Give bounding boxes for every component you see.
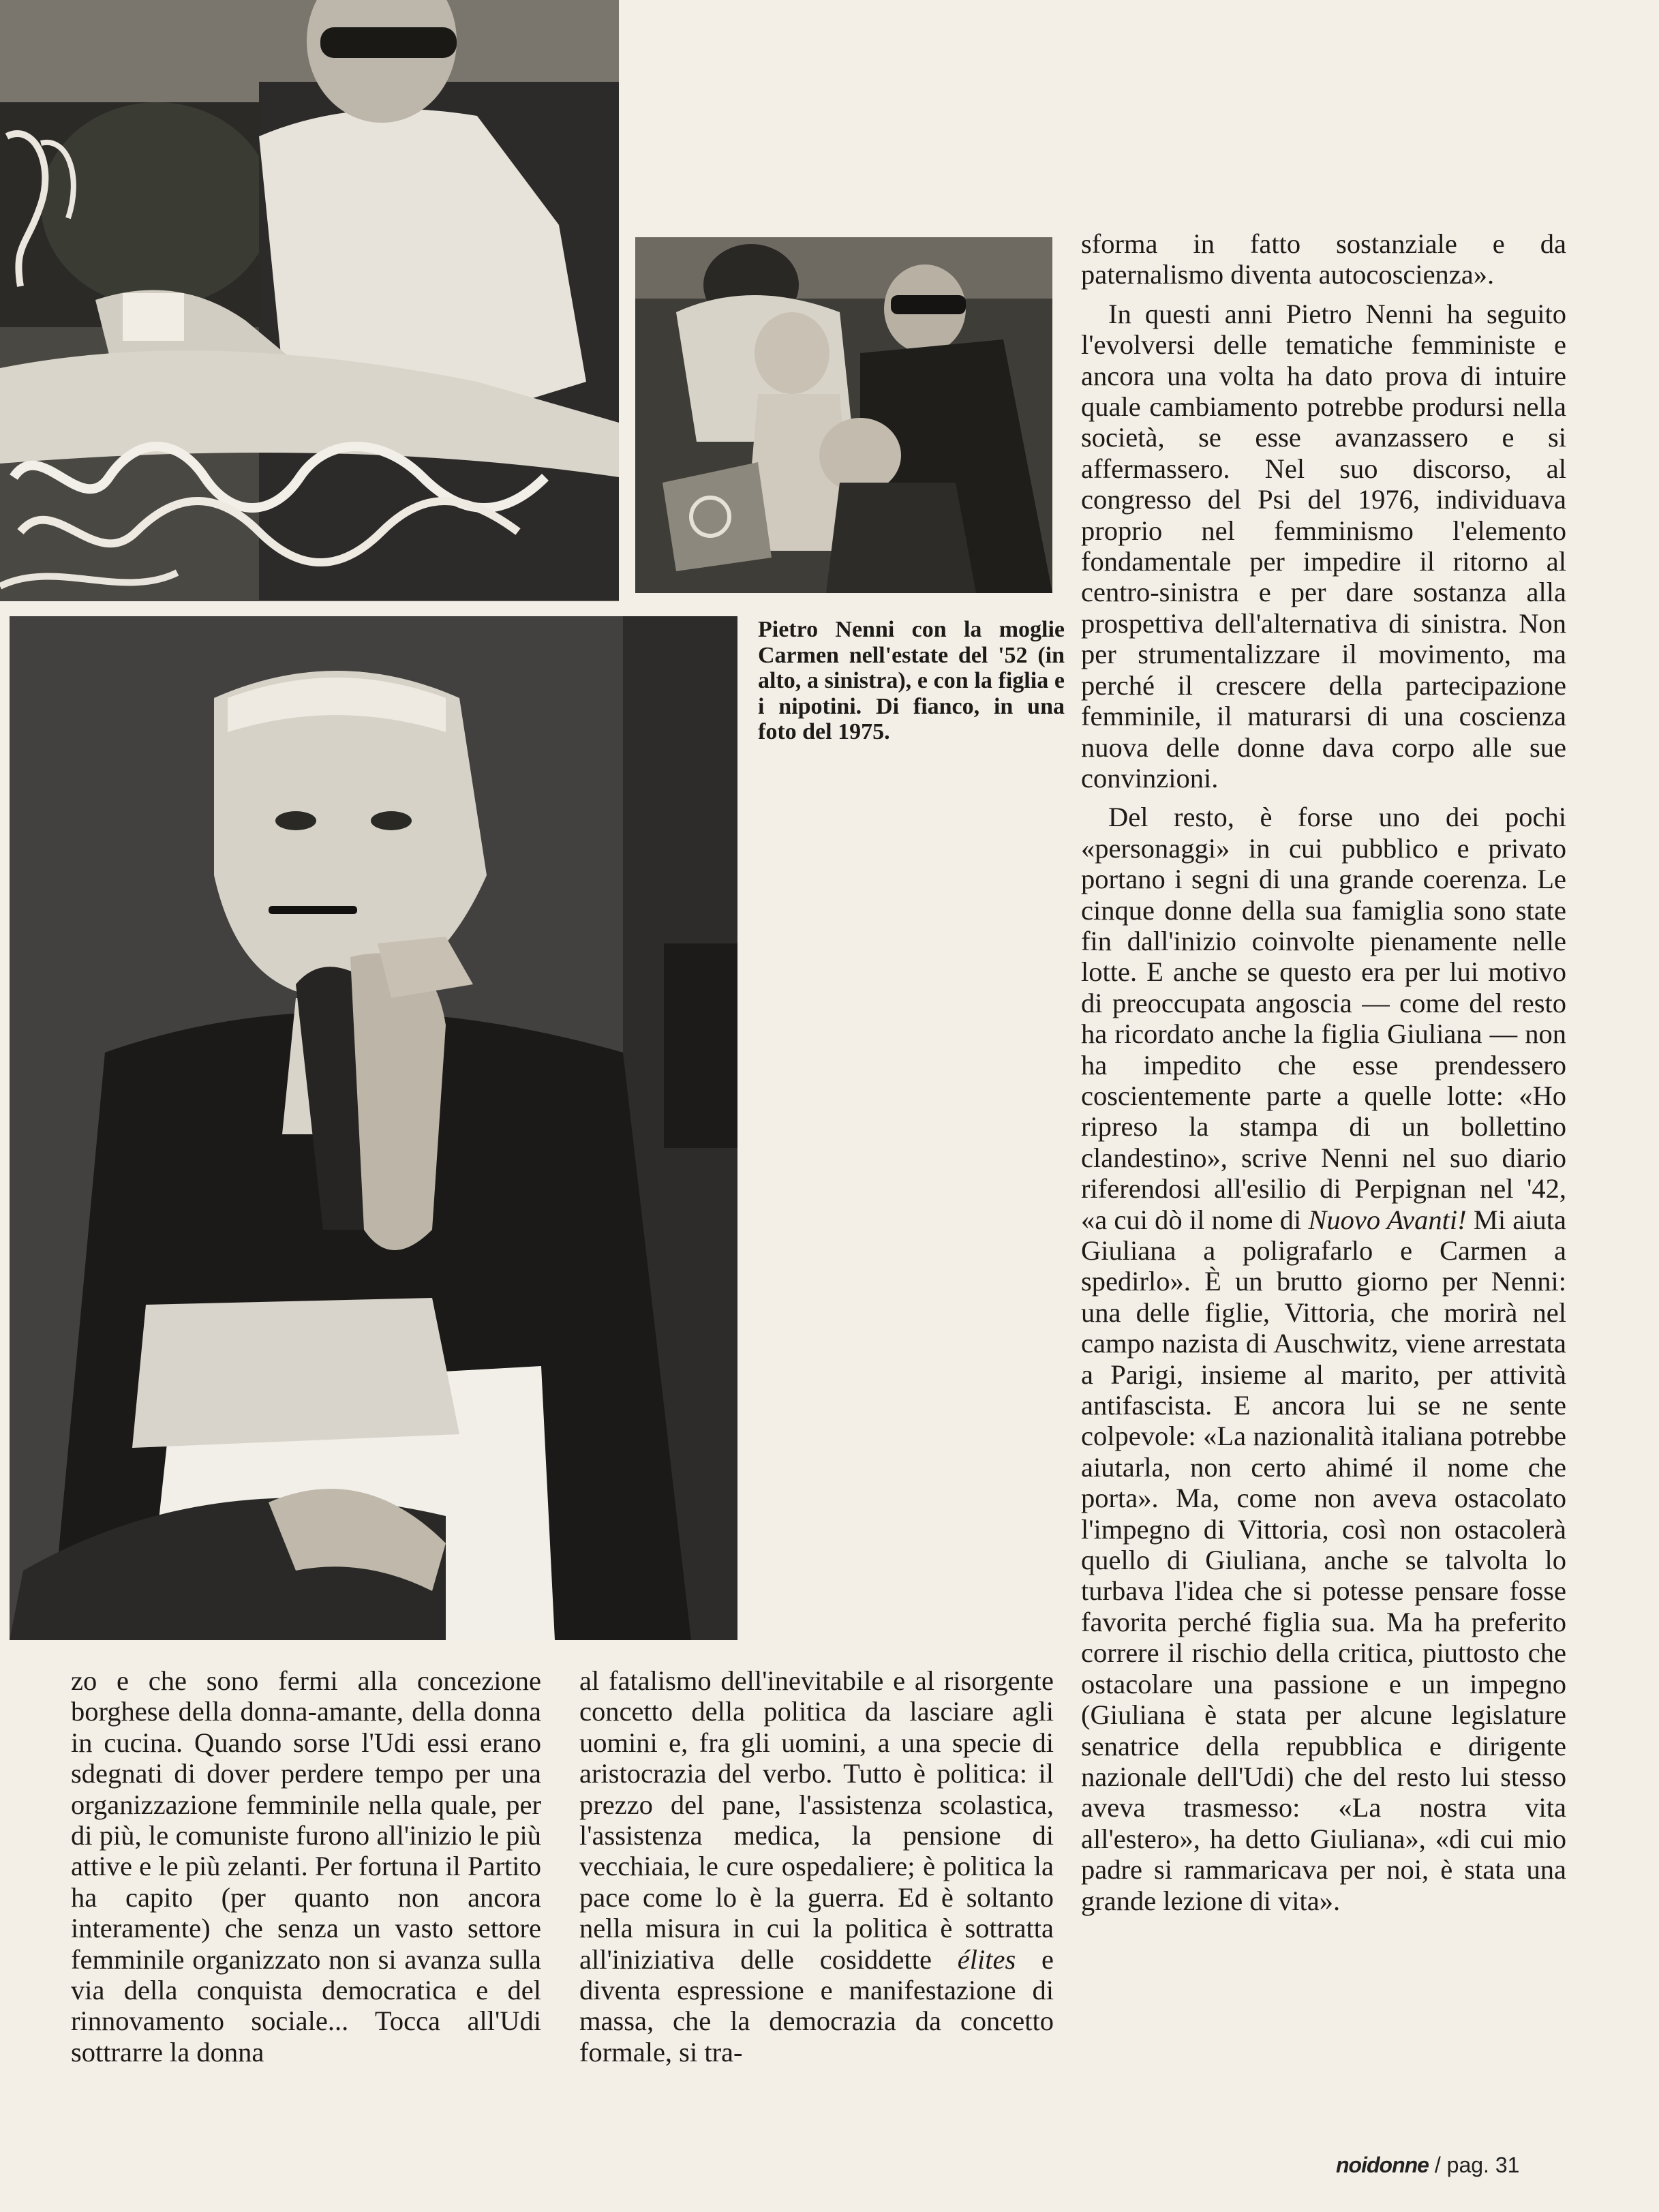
photo-caption: Pietro Nenni con la moglie Carmen nell'estate del '52 (in alto, a sinistra), e con la figlia e i nipotini. Di fianco, in una foto del 1975. — [758, 617, 1065, 744]
elites-word: élites — [957, 1943, 1016, 1975]
middle-paragraph — [579, 1665, 1054, 2067]
photo-portrait — [10, 616, 737, 1640]
middle-column — [579, 1665, 1054, 2067]
right-paragraph-3b: Mi aiuta Giuliana a poligrafarlo e Carmen a spedirlo». È un brutto giorno per Nenni: una delle figlie, Vittoria, che morirà nel campo nazista di Auschwitz, viene arrestata a Parigi, insieme al marito, per attività antifascista. E ancora lui se ne sente colpevole: «La nazionalità italiana potrebbe aiutarla, non certo ahimé il nome che porta». Ma, come non aveva ostacolato l'impegno di Vittoria, così non ostacolerà quello di Giuliana, anche se talvolta lo turbava l'idea che si potesse pensare fosse favorita perché figlia sua. Ma ha preferito correre il rischio della critica, piuttosto che ostacolare una passione e un impegno (Giuliana è stata per alcune legislature senatrice della repubblica e dirigente nazionale dell'Udi) che del resto lui stesso aveva trasmesso: «La nostra vita all'estero», ha detto Giuliana», «di cui mio padre si rammaricava per noi, è stata una grande lezione di vita». — [1081, 1204, 1566, 1916]
right-paragraph-3a: Del resto, è forse uno dei pochi «personaggi» in cui pubblico e privato portano i segni di una grande coerenza. Le cinque donne della sua famiglia sono state fin dall'inizio coinvolte pienamente nelle lotte. E anche se questo era per lui motivo di preoccupata angoscia — come del resto ha ricordato anche la figlia Giuliana — non ha impedito che esse prendessero coscientemente parte a quelle lotte: «Ho ripreso la stampa di un bollettino clandestino», scrive Nenni nel suo diario riferendosi all'esilio di Perpignan nel '42, «a cui dò il nome di — [1081, 802, 1566, 1235]
middle-paragraph-b: e diventa espressione e manifestazione di massa, che la democrazia da concetto formale, si tra- — [579, 1943, 1054, 2067]
footer-separator: / — [1428, 2153, 1447, 2177]
page-number: pag. 31 — [1446, 2153, 1520, 2177]
photo-family-image — [635, 237, 1052, 593]
photo-cards-garden — [0, 0, 619, 601]
right-paragraph-2: In questi anni Pietro Nenni ha seguito l'evolversi delle tematiche femministe e ancora una volta ha dato prova di intuire quale cambiamento potrebbe prodursi nella società, se esse avanzassero e si affermassero. Nel suo discorso, al congresso del Psi del 1976, individuava proprio nel femminismo l'elemento fondamentale per impedire il ritorno al centro-sinistra e per dare sostanza alla prospettiva dell'alternativa di sinistra. Non per strumentalizzare il movimento, ma perché il crescere della partecipazione femminile, il maturarsi di una coscienza nuova delle donne dava corpo alle sue convinzioni. — [1081, 298, 1566, 793]
photo-family — [635, 237, 1052, 593]
right-paragraph-1: sforma in fatto sostanziale e da paternalismo diventa autocoscienza». — [1081, 228, 1566, 290]
page-footer — [1336, 2153, 1561, 2178]
right-column — [1081, 228, 1566, 1916]
photo-portrait-image — [10, 616, 737, 1640]
right-paragraph-3 — [1081, 802, 1566, 1916]
left-paragraph: zo e che sono fermi alla concezione borghese della donna-amante, della donna in cucina. Quando sorse l'Udi essi erano sdegnati di dover perdere tempo per una organizzazione femminile nella quale, per di più, le comuniste furono all'inizio le più attive e le più zelanti. Per fortuna il Partito ha capito (per quanto non ancora interamente) che senza un vasto settore femminile organizzato non si avanza sulla via della conquista democratica e del rinnovamento sociale... Tocca all'Udi sottrarre la donna — [71, 1665, 541, 2067]
photo-cards-garden-image — [0, 0, 619, 601]
middle-paragraph-a: al fatalismo dell'inevitabile e al risorgente concetto della politica da lasciare agli uomini e, fra gli uomini, a una specie di aristocrazia del verbo. Tutto è politica: il prezzo del pane, l'assistenza scolastica, l'assistenza medica, la pensione di vecchiaia, le cure ospedaliere; è politica la pace come lo è la guerra. Ed è soltanto nella misura in cui la politica è sottratta all'iniziativa delle cosiddette — [579, 1665, 1054, 1975]
left-column — [71, 1665, 541, 2067]
newspaper-title: Nuovo Avanti! — [1308, 1204, 1467, 1235]
magazine-brand: noidonne — [1336, 2153, 1429, 2177]
